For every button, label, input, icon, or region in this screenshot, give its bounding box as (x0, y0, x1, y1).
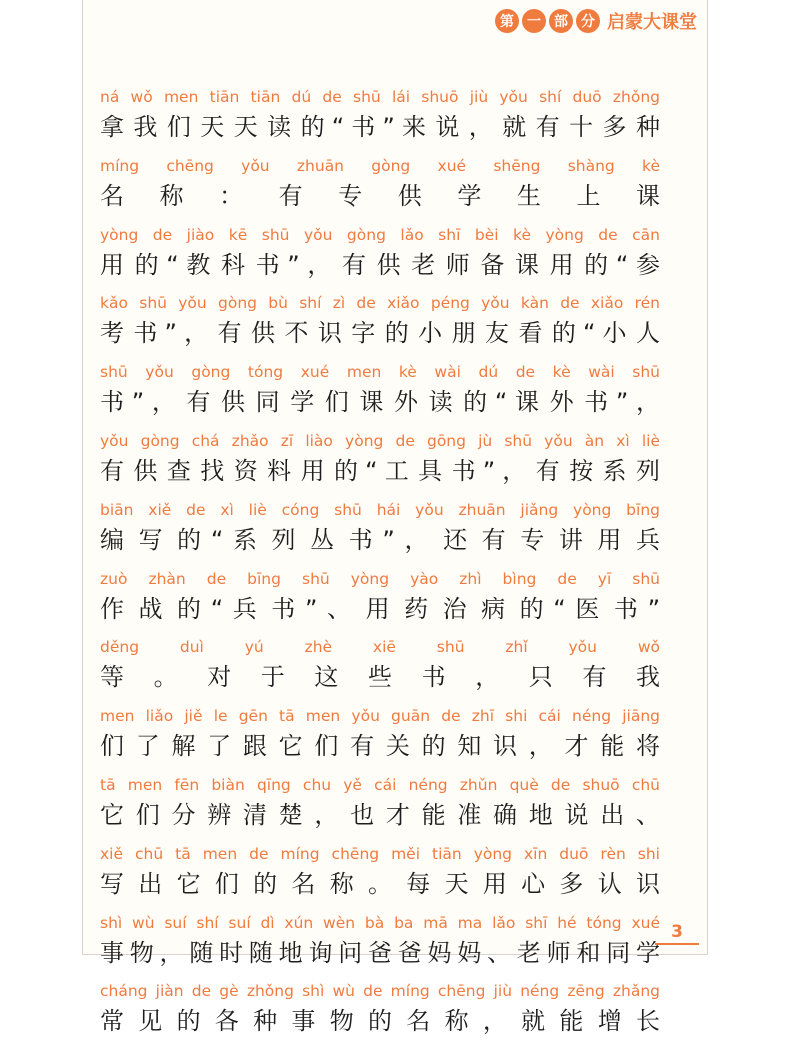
pinyin-line: děng duì yú zhè xiē shū zhǐ yǒu wǒ (100, 638, 660, 657)
text-line (100, 499, 660, 568)
hanzi-line: 事 物 ， 随 时 随 地 询 问 爸 爸 妈 妈 、 老 师 和 同 学 (100, 938, 660, 967)
pinyin-line: cháng jiàn de gè zhǒng shì wù de míng chēng jiù néng zēng zhǎng (100, 982, 660, 1001)
pinyin-line: xiě chū tā men de míng chēng měi tiān yòng xīn duō rèn shi (100, 844, 660, 863)
text-line (100, 774, 660, 843)
text-line (100, 705, 660, 774)
hanzi-line: 拿 我 们 天 天 读 的 “ 书 ” 来 说 ， 就 有 十 多 种 (100, 113, 660, 141)
pinyin-line: ná wǒ men tiān tiān dú de shū lái shuō jiù yǒu shí duō zhǒng (100, 88, 660, 106)
hanzi-line: 用 的 “ 教 科 书 ” ， 有 供 老 师 备 课 用 的 “ 参 (100, 250, 660, 279)
pinyin-line: yǒu gòng chá zhǎo zī liào yòng de gōng jù shū yǒu àn xì liè (100, 431, 660, 450)
hanzi-line: 们 了 解 了 跟 它 们 有 关 的 知 识 ， 才 能 将 (100, 732, 660, 761)
pinyin-line: míng chēng yǒu zhuān gòng xué shēng shàng kè (100, 156, 660, 175)
text-line (100, 568, 660, 637)
hanzi-line: 等 。 对 于 这 些 书 ， 只 有 我 (100, 663, 660, 692)
text-line (100, 912, 660, 981)
text-line (100, 636, 660, 705)
header-badge: 一 (522, 9, 546, 33)
text-line (100, 430, 660, 499)
page-number: 3 (671, 922, 683, 942)
header-badge: 分 (576, 9, 600, 33)
pinyin-line: kǎo shū yǒu gòng bù shí zì de xiǎo péng yǒu kàn de xiǎo rén (100, 294, 660, 313)
text-line (100, 86, 660, 155)
hanzi-line: 书 ” ， 有 供 同 学 们 课 外 读 的 “ 课 外 书 ” ， (100, 388, 660, 417)
pinyin-line: shū yǒu gòng tóng xué men kè wài dú de kè wài shū (100, 363, 660, 382)
hanzi-line: 写 出 它 们 的 名 称 。 每 天 用 心 多 认 识 (100, 869, 660, 898)
pinyin-line: shì wù suí shí suí dì xún wèn bà ba mā ma lǎo shī hé tóng xué (100, 913, 660, 932)
hanzi-line: 名 称 ： 有 专 供 学 生 上 课 (100, 181, 660, 210)
hanzi-line: 作 战 的 “ 兵 书 ” 、 用 药 治 病 的 “ 医 书 ” (100, 594, 660, 623)
hanzi-line: 常 见 的 各 种 事 物 的 名 称 ， 就 能 增 长 (100, 1007, 660, 1036)
pinyin-line: zuò zhàn de bīng shū yòng yào zhì bìng de yī shū (100, 569, 660, 588)
pinyin-line: yòng de jiào kē shū yǒu gòng lǎo shī bèi kè yòng de cān (100, 225, 660, 244)
text-line (100, 843, 660, 912)
page-number-underline (655, 943, 699, 945)
header-badge: 第 (495, 9, 519, 33)
text-line (100, 361, 660, 430)
text-line (100, 980, 660, 1049)
pinyin-line: tā men fēn biàn qīng chu yě cái néng zhǔn què de shuō chū (100, 775, 660, 794)
section-title: 启蒙大课堂 (607, 12, 697, 33)
section-header (495, 8, 697, 34)
hanzi-line: 有 供 查 找 资 料 用 的 “ 工 具 书 ” ， 有 按 系 列 (100, 456, 660, 485)
text-line (100, 224, 660, 293)
header-badge: 部 (549, 9, 573, 33)
text-line (100, 292, 660, 361)
pinyin-line: men liǎo jiě le gēn tā men yǒu guān de zhī shi cái néng jiāng (100, 707, 660, 726)
hanzi-line: 考 书 ” ， 有 供 不 识 字 的 小 朋 友 看 的 “ 小 人 (100, 319, 660, 348)
hanzi-line: 它 们 分 辨 清 楚 ， 也 才 能 准 确 地 说 出 、 (100, 800, 660, 829)
text-body (100, 86, 660, 1049)
pinyin-line: biān xiě de xì liè cóng shū hái yǒu zhuān jiǎng yòng bīng (100, 500, 660, 519)
hanzi-line: 编 写 的 “ 系 列 丛 书 ” ， 还 有 专 讲 用 兵 (100, 525, 660, 554)
text-line (100, 155, 660, 224)
